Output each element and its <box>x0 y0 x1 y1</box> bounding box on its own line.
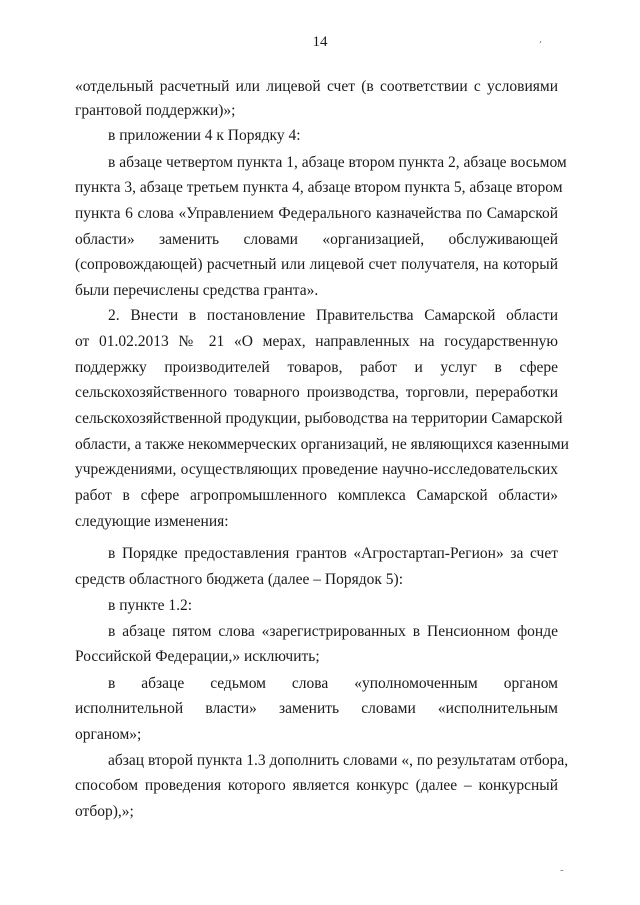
text-line: в абзаце четвертом пункта 1, абзаце втором пункта 2, абзаце восьмом <box>108 154 567 171</box>
text-line: (сопровождающей) расчетный или лицевой счет получателя, на который <box>75 256 558 273</box>
text-line: работ в сфере агропромышленного комплекса Самарской области» <box>75 487 558 504</box>
text-line: поддержку производителей товаров, работ и услуг в сфере <box>75 359 558 376</box>
scan-mark: ´ <box>536 37 548 54</box>
text-line: грантовой поддержки)»; <box>75 102 236 119</box>
text-line: способом проведения которого является конкурс (далее – конкурсный <box>75 777 558 794</box>
text-line: были перечислены средства гранта». <box>75 282 319 299</box>
text-line: в абзаце седьмом слова «уполномоченным органом <box>108 675 558 692</box>
page-number: 14 <box>312 34 328 50</box>
text-line: в пункте 1.2: <box>108 597 193 614</box>
text-line: исполнительной власти» заменить словами «исполнительным <box>75 700 558 717</box>
text-line: сельскохозяйственного товарного производства, торговли, переработки <box>75 384 558 401</box>
text-line: абзац второй пункта 1.3 дополнить словами «, по результатам отбора, <box>108 752 569 769</box>
text-line: в Порядке предоставления грантов «Агростартап-Регион» за счет <box>108 545 558 562</box>
text-line: учреждениями, осуществляющих проведение научно-исследовательских <box>75 461 558 478</box>
text-line: «отдельный расчетный или лицевой счет (в соответствии с условиями <box>75 78 558 95</box>
text-line: области, а также некоммерческих организаций, не являющихся казенными <box>75 436 569 453</box>
text-line: 2. Внести в постановление Правительства Самарской области <box>108 307 558 324</box>
text-line: области» заменить словами «организацией, обслуживающей <box>75 231 558 248</box>
text-line: средств областного бюджета (далее – Порядок 5): <box>75 571 404 588</box>
text-line: сельскохозяйственной продукции, рыбоводства на территории Самарской <box>75 410 563 427</box>
text-line: в приложении 4 к Порядку 4: <box>108 127 301 144</box>
scan-mark: - <box>560 864 564 876</box>
text-line: органом»; <box>75 726 142 743</box>
text-line: в абзаце пятом слова «зарегистрированных в Пенсионном фонде <box>108 623 558 640</box>
text-line: от 01.02.2013 № 21 «О мерах, направленных на государственную <box>75 333 558 350</box>
text-line: следующие изменения: <box>75 513 229 530</box>
text-line: пункта 3, абзаце третьем пункта 4, абзаце втором пункта 5, абзаце втором <box>75 179 563 196</box>
text-line: Российской Федерации,» исключить; <box>75 648 320 665</box>
text-line: пункта 6 слова «Управлением Федерального казначейства по Самарской <box>75 205 558 222</box>
text-line: отбор),»; <box>75 803 134 820</box>
